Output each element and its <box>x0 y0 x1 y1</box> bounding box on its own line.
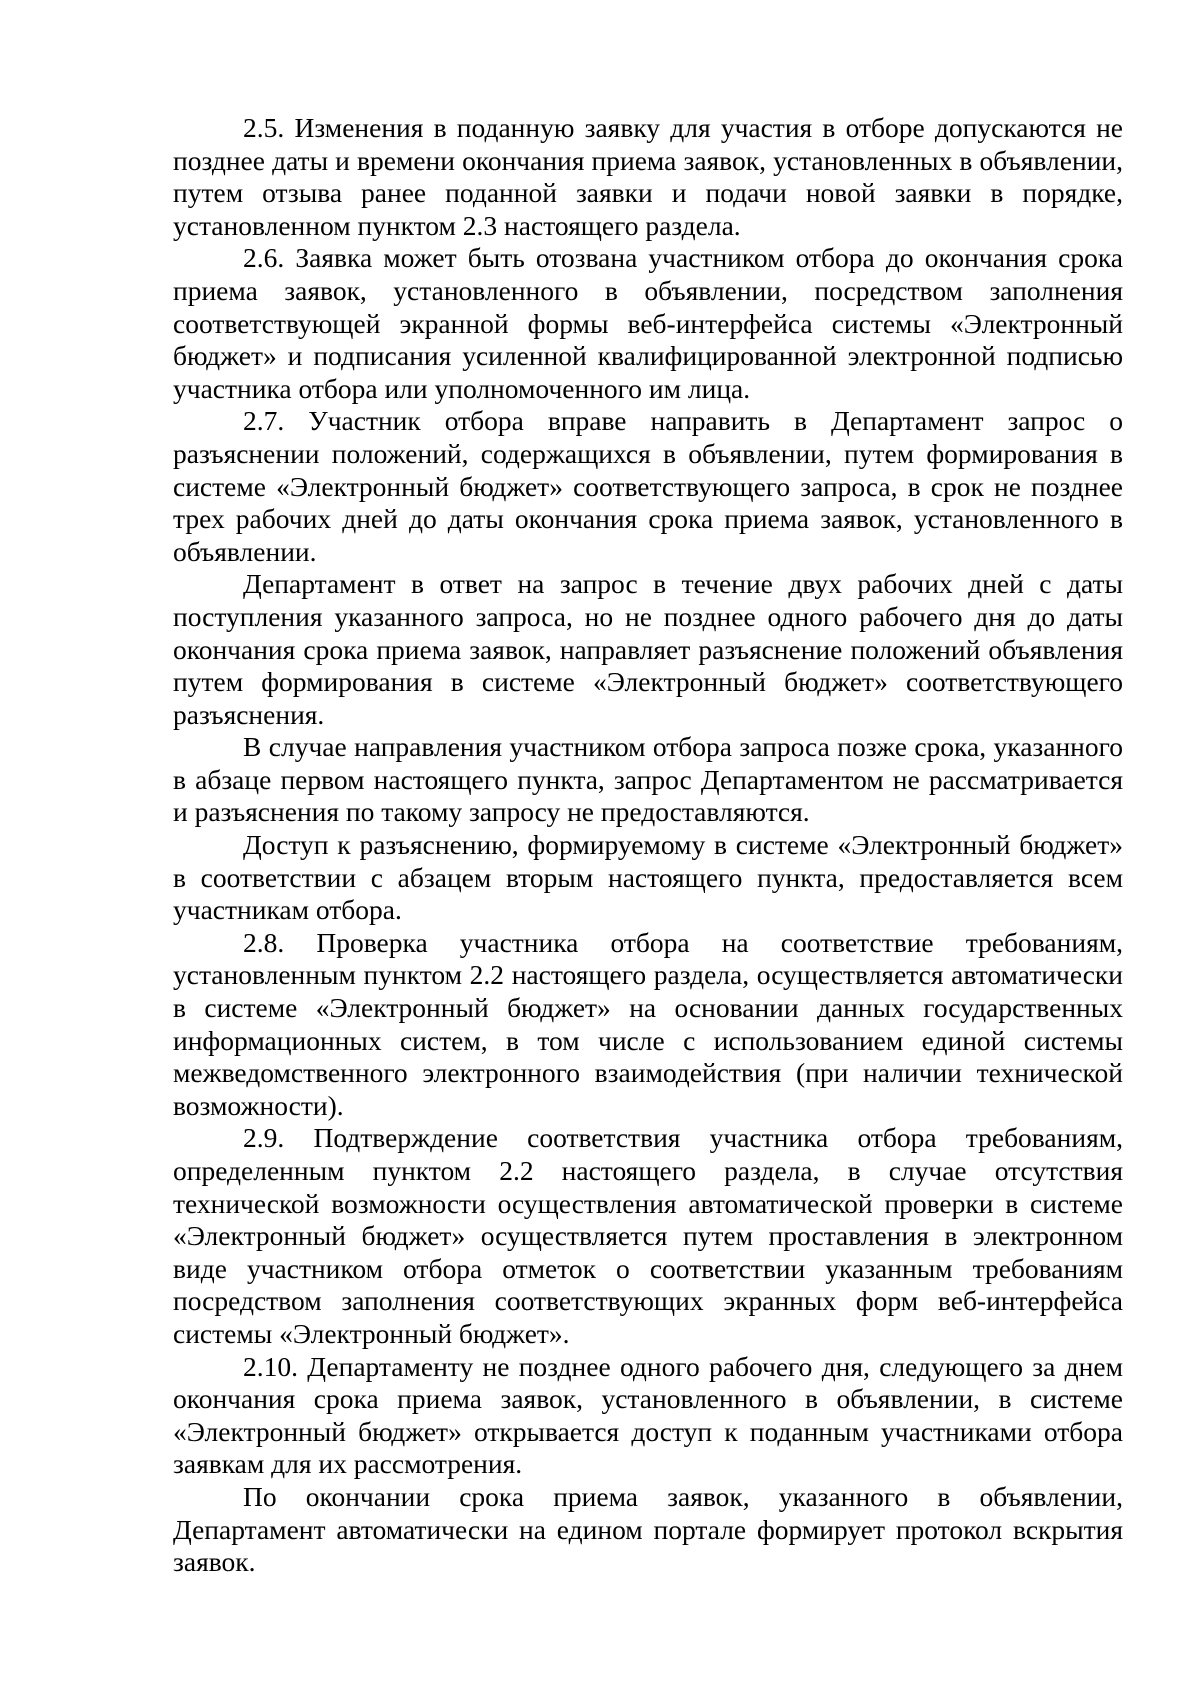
paragraph-2-6: 2.6. Заявка может быть отозвана участником отбора до окончания срока приема заявок, установленного в объявлении, посредством заполнения соответствующей экранной формы веб-интерфейса системы «Электронный бюджет» и подписания усиленной квалифицированной электронной подписью участника отбора или уполномоченного им лица. <box>173 242 1123 404</box>
paragraph-2-8: 2.8. Проверка участника отбора на соответствие требованиям, установленным пунктом 2.2 настоящего раздела, осуществляется автоматически в системе «Электронный бюджет» на основании данных государственных информационных систем, в том числе с использованием единой системы межведомственного электронного взаимодействия (при наличии технической возможности). <box>173 926 1123 1121</box>
paragraph-2-7-access: Доступ к разъяснению, формируемому в системе «Электронный бюджет» в соответствии с абзацем вторым настоящего пункта, предоставляется всем участникам отбора. <box>173 829 1123 926</box>
paragraph-2-7-response: Департамент в ответ на запрос в течение двух рабочих дней с даты поступления указанного запроса, но не позднее одного рабочего дня до даты окончания срока приема заявок, направляет разъяснение положений объявления путем формирования в системе «Электронный бюджет» соответствующего разъяснения. <box>173 568 1123 730</box>
paragraph-2-9: 2.9. Подтверждение соответствия участника отбора требованиям, определенным пунктом 2.2 настоящего раздела, в случае отсутствия технической возможности осуществления автоматической проверки в системе «Электронный бюджет» осуществляется путем проставления в электронном виде участником отбора отметок о соответствии указанным требованиям посредством заполнения соответствующих экранных форм веб-интерфейса системы «Электронный бюджет». <box>173 1122 1123 1349</box>
paragraph-2-10-protocol: По окончании срока приема заявок, указанного в объявлении, Департамент автоматически на едином портале формирует протокол вскрытия заявок. <box>173 1480 1123 1578</box>
paragraph-2-10: 2.10. Департаменту не позднее одного рабочего дня, следующего за днем окончания срока приема заявок, установленного в объявлении, в системе «Электронный бюджет» открывается доступ к поданным участниками отбора заявкам для их рассмотрения. <box>173 1350 1123 1480</box>
paragraph-2-5: 2.5. Изменения в поданную заявку для участия в отборе допускаются не позднее даты и времени окончания приема заявок, установленных в объявлении, путем отзыва ранее поданной заявки и подачи новой заявки в порядке, установленном пунктом 2.3 настоящего раздела. <box>173 112 1123 241</box>
paragraph-2-7: 2.7. Участник отбора вправе направить в Департамент запрос о разъяснении положений, содержащихся в объявлении, путем формирования в системе «Электронный бюджет» соответствующего запроса, в срок не позднее трех рабочих дней до даты окончания срока приема заявок, установленного в объявлении. <box>173 405 1123 567</box>
paragraph-2-7-late-request: В случае направления участником отбора запроса позже срока, указанного в абзаце первом настоящего пункта, запрос Департаментом не рассматривается и разъяснения по такому запросу не предоставляются. <box>173 731 1123 828</box>
document-page <box>173 112 1123 1579</box>
